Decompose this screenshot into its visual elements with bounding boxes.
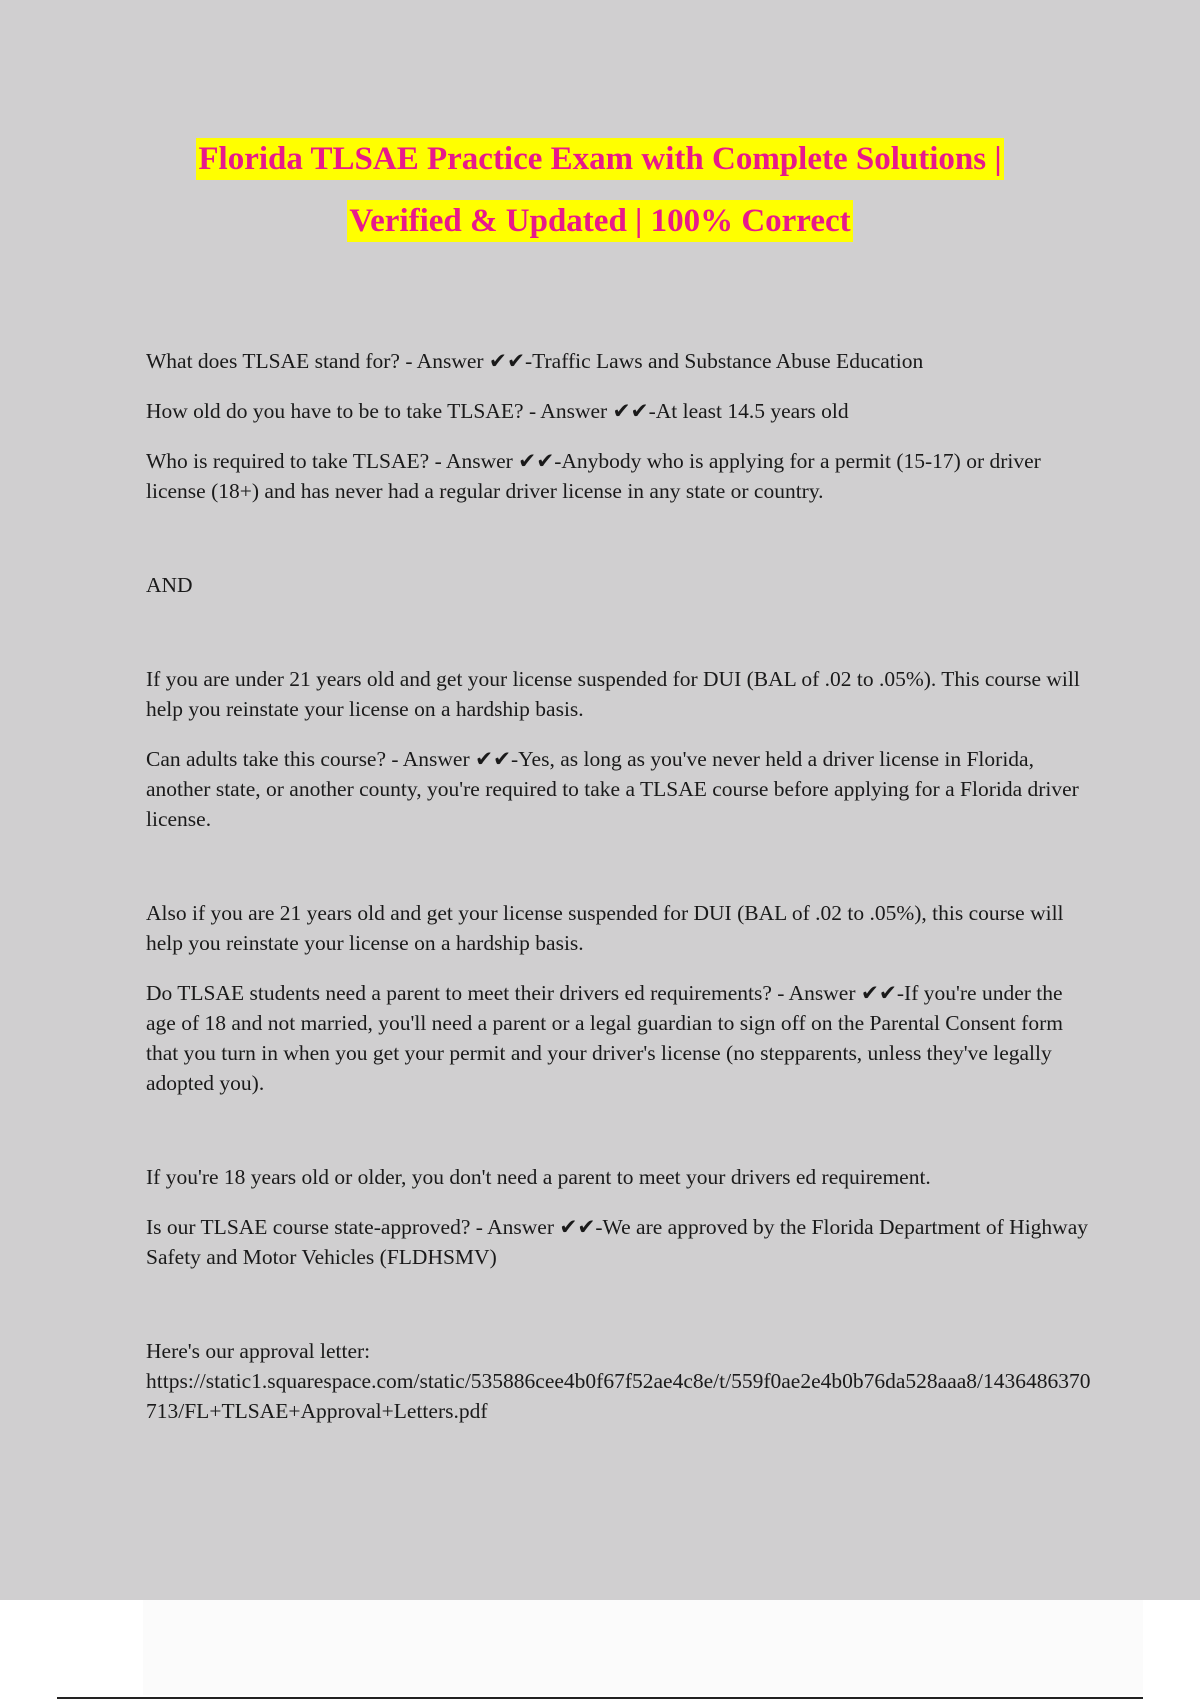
- qa-paragraph: How old do you have to be to take TLSAE? - Answer ✔✔-At least 14.5 years old: [146, 399, 849, 423]
- approval-letter-link[interactable]: https://static1.squarespace.com/static/535886cee4b0f67f52ae4c8e/t/559f0ae2e4b0b76da528aaa8/1436486370713/FL+TLSAE+Approval+Letters.pdf: [146, 1369, 1091, 1423]
- qa-paragraph: What does TLSAE stand for? - Answer ✔✔-Traffic Laws and Substance Abuse Education: [146, 349, 924, 373]
- title-line-2: Verified & Updated | 100% Correct: [347, 200, 852, 242]
- text-paragraph: If you're 18 years old or older, you don't need a parent to meet your drivers ed requirement.: [146, 1165, 931, 1189]
- title-line-1: Florida TLSAE Practice Exam with Complete Solutions |: [196, 138, 1003, 180]
- qa-paragraph: Do TLSAE students need a parent to meet their drivers ed requirements? - Answer ✔✔-If you're under the age of 18 and not married, you'll need a parent or a legal guardian to sign off on the Parental Consent form that you turn in when you get your permit and your driver's license (no stepparents, unless they've legally adopted you).: [146, 981, 1063, 1095]
- qa-paragraph: Can adults take this course? - Answer ✔✔-Yes, as long as you've never held a driver license in Florida, another state, or another county, you're required to take a TLSAE course before applying for a Florida driver license.: [146, 747, 1079, 831]
- and-paragraph: AND: [146, 573, 193, 597]
- qa-paragraph: Who is required to take TLSAE? - Answer ✔✔-Anybody who is applying for a permit (15-17) or driver license (18+) and has never had a regular driver license in any state or country.: [146, 449, 1041, 503]
- document-body: [146, 346, 1092, 1446]
- document-title: [0, 138, 1200, 242]
- page-footer-area: [143, 1600, 1143, 1695]
- text-paragraph: Also if you are 21 years old and get your license suspended for DUI (BAL of .02 to .05%), this course will help you reinstate your license on a hardship basis.: [146, 901, 1064, 955]
- approval-letter-label: Here's our approval letter:: [146, 1339, 371, 1363]
- footer-divider: [57, 1697, 1143, 1699]
- qa-paragraph: Is our TLSAE course state-approved? - Answer ✔✔-We are approved by the Florida Department of Highway Safety and Motor Vehicles (FLDHSMV): [146, 1215, 1088, 1269]
- text-paragraph: If you are under 21 years old and get your license suspended for DUI (BAL of .02 to .05%). This course will help you reinstate your license on a hardship basis.: [146, 667, 1080, 721]
- approval-letter-paragraph: [146, 1336, 1092, 1426]
